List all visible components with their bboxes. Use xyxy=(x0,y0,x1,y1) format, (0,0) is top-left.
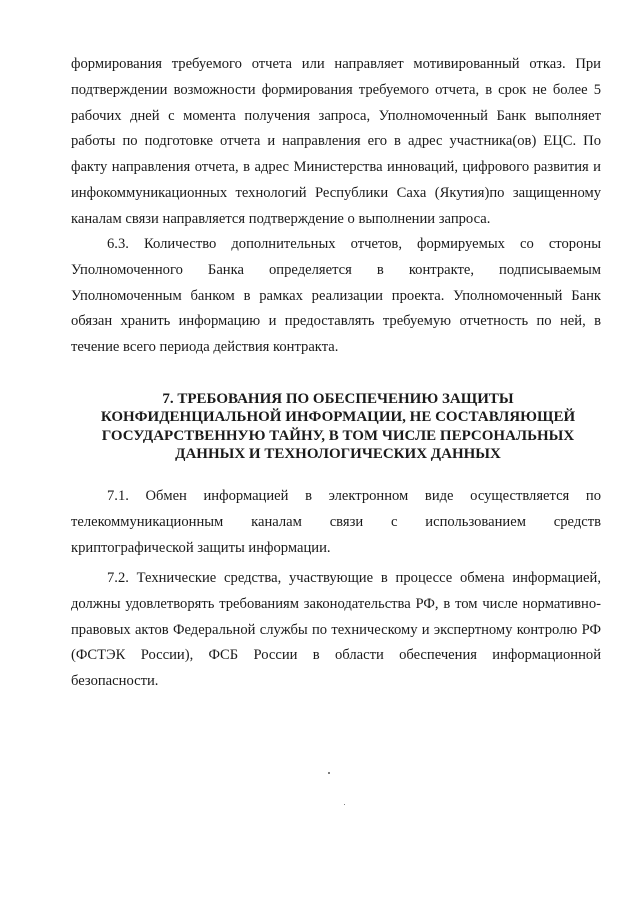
paragraph-6-3: 6.3. Количество дополнительных отчетов, формируемых со стороны Уполномоченного Банка определяется в контракте, подписываемым Уполномоченным банком в рамках реализации проекта. Уполномоченный Банк обязан хранить информацию и предоставлять требуемую отчетность по ней, в течение всего периода действия контракта. xyxy=(71,236,601,356)
paragraph-report-request-continuation: формирования требуемого отчета или направляет мотивированный отказ. При подтверждении возможности формирования требуемого отчета, в срок не более 5 рабочих дней с момента получения запроса, Уполномоченный Банк выполняет работы по подготовке отчета и направления его в адрес участника(ов) ЕЦС. По факту направления отчета, в адрес Министерства инноваций, цифрового развития и инфокоммуникационных технологий Республики Саха (Якутия)по защищенному каналам связи направляется подтверждение о выполнении запроса. xyxy=(71,56,601,227)
scan-speck xyxy=(344,804,345,805)
paragraph-7-1: 7.1. Обмен информацией в электронном виде осуществляется по телекоммуникационным каналам связи с использованием средств криптографической защиты информации. xyxy=(71,488,601,556)
paragraph-7-2: 7.2. Технические средства, участвующие в процессе обмена информацией, должны удовлетворять требованиям законодательства РФ, в том числе нормативно-правовых актов Федеральной службы по техническому и экспертному контролю РФ (ФСТЭК России), ФСБ России в области обеспечения информационной безопасности. xyxy=(71,570,601,690)
section-7-heading: 7. ТРЕБОВАНИЯ ПО ОБЕСПЕЧЕНИЮ ЗАЩИТЫ КОНФИДЕНЦИАЛЬНОЙ ИНФОРМАЦИИ, НЕ СОСТАВЛЯЮЩЕЙ ГОСУДАРСТВЕННУЮ ТАЙНУ, В ТОМ ЧИСЛЕ ПЕРСОНАЛЬНЫХ ДАННЫХ И ТЕХНОЛОГИЧЕСКИХ ДАННЫХ xyxy=(100,391,576,463)
scan-speck xyxy=(328,772,330,774)
